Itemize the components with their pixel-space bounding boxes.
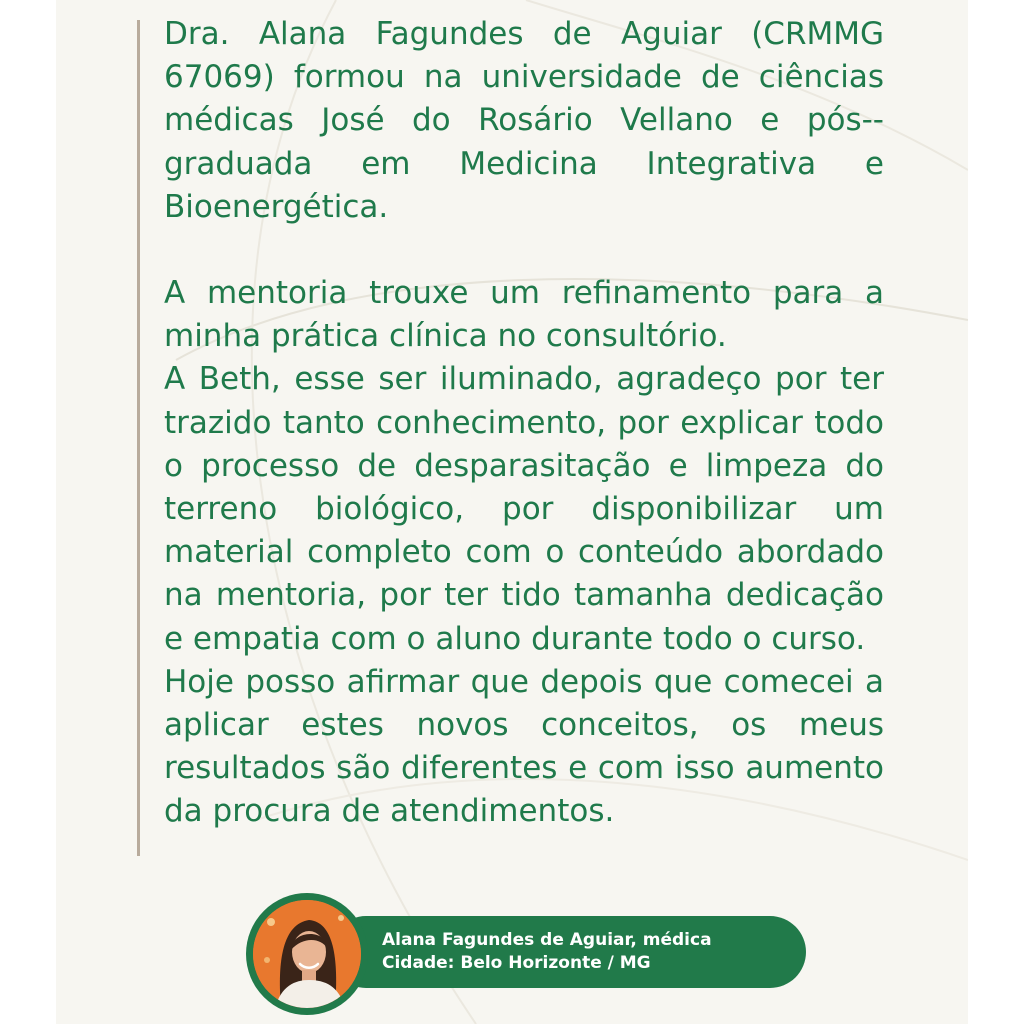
avatar bbox=[253, 900, 361, 1008]
portrait-photo-icon bbox=[253, 900, 361, 1008]
author-city: Cidade: Belo Horizonte / MG bbox=[382, 953, 651, 973]
testimonial-text bbox=[164, 13, 884, 834]
author-caption bbox=[382, 929, 802, 975]
paragraph-credentials: Dra. Alana Fagundes de Aguiar (CRMMG 67069) formou na universidade de ciências médicas José do Rosário Vellano e pós--graduada em Medicina Integrativa e Bioenergética. bbox=[164, 16, 884, 225]
paragraph-mentoring: A mentoria trouxe um refinamento para a minha prática clínica no consultório. bbox=[164, 275, 884, 355]
author-name: Alana Fagundes de Aguiar, médica bbox=[382, 930, 712, 950]
quote-bar bbox=[137, 20, 140, 856]
paragraph-results: Hoje posso afirmar que depois que comecei a aplicar estes novos conceitos, os meus resultados são diferentes e com isso aumento da procura de atendimentos. bbox=[164, 663, 884, 830]
paragraph-gratitude: A Beth, esse ser iluminado, agradeço por ter trazido tanto conhecimento, por explicar todo o processo de desparasitação e limpeza do terreno biológico, por disponibilizar um material completo com o conteúdo abordado na mentoria, por ter tido tamanha dedicação e empatia com o aluno durante todo o curso. bbox=[164, 361, 884, 657]
